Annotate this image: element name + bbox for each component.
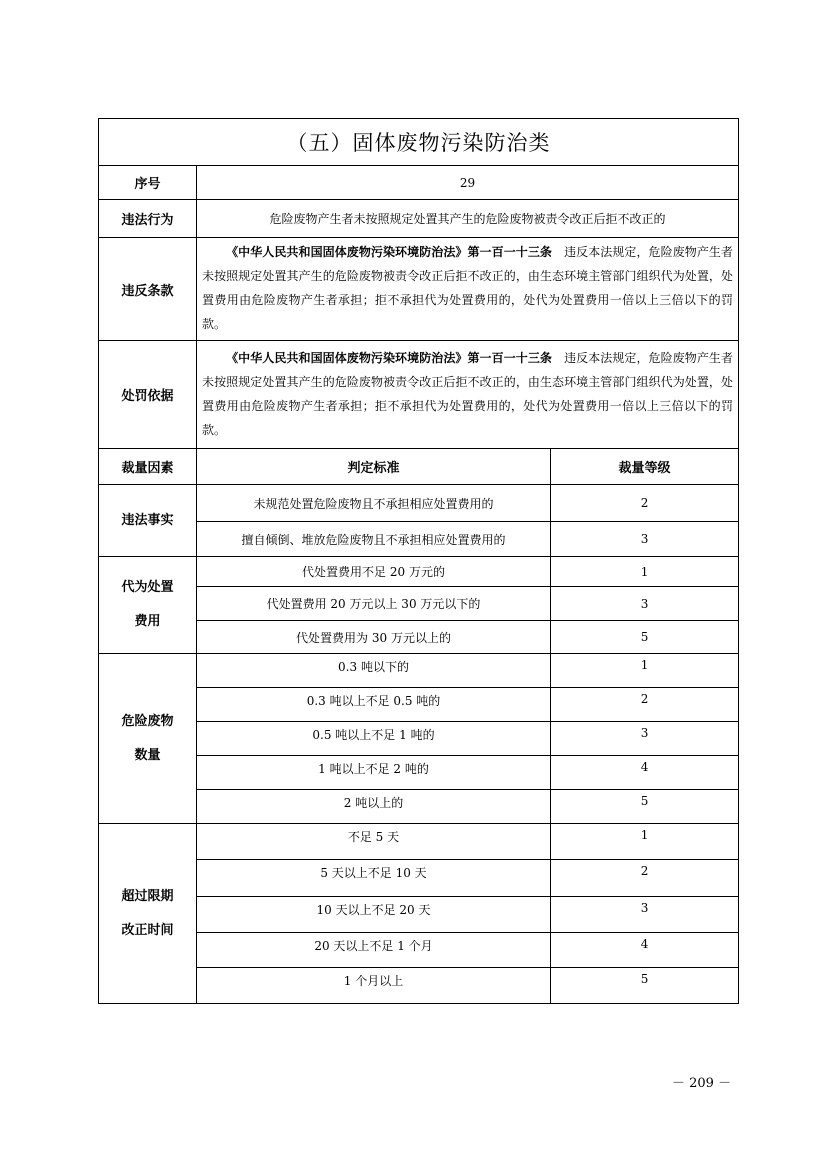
criterion-cell: 擅自倾倒、堆放危险废物且不承担相应处置费用的 — [197, 522, 551, 557]
penalty-basis-body: 违反本法规定，危险废物产生者未按照规定处置其产生的危险废物被责令改正后拒不改正的，由生态环境主管部门组织代为处置，处置费用由危险废物产生者承担；拒不承担代为处置费用的，处代为处置费用一倍以上三倍以下的罚款。 — [202, 350, 734, 437]
factor-name-line: 违法事实 — [121, 512, 174, 528]
level-cell: 1 — [551, 654, 739, 688]
level-cell: 3 — [551, 722, 739, 756]
factor-name — [99, 485, 197, 557]
factor-name-line: 代为处置 — [121, 580, 174, 595]
header-level: 裁量等级 — [551, 449, 739, 485]
criterion-cell: 0.3 吨以下的 — [197, 654, 551, 688]
level-cell: 3 — [551, 587, 739, 621]
criterion-cell: 2 吨以上的 — [197, 790, 551, 824]
level-cell: 2 — [551, 485, 739, 522]
violated-clause-label: 违反条款 — [99, 238, 197, 341]
factor-name-line: 改正时间 — [121, 922, 174, 938]
violation-value: 危险废物产生者未按照规定处置其产生的危险废物被责令改正后拒不改正的 — [197, 200, 739, 238]
criterion-cell: 1 吨以上不足 2 吨的 — [197, 756, 551, 790]
level-cell: 4 — [551, 933, 739, 968]
level-cell: 2 — [551, 688, 739, 722]
factor-name — [99, 824, 197, 1004]
level-cell: 3 — [551, 897, 739, 933]
violated-clause-law: 《中华人民共和国固体废物污染环境防治法》第一百一十三条 — [226, 245, 552, 259]
level-cell: 2 — [551, 860, 739, 897]
penalty-basis-label: 处罚依据 — [99, 341, 197, 449]
table-row — [99, 485, 739, 522]
factor-name — [99, 654, 197, 824]
criterion-cell: 10 天以上不足 20 天 — [197, 897, 551, 933]
criterion-cell: 20 天以上不足 1 个月 — [197, 933, 551, 968]
level-cell: 1 — [551, 824, 739, 860]
level-cell: 5 — [551, 621, 739, 654]
header-factor: 裁量因素 — [99, 449, 197, 485]
level-cell: 4 — [551, 756, 739, 790]
factor-name-line: 数量 — [134, 747, 161, 763]
serial-label: 序号 — [99, 166, 197, 200]
violated-clause-body: 违反本法规定，危险废物产生者未按照规定处置其产生的危险废物被责令改正后拒不改正的，由生态环境主管部门组织代为处置，处置费用由危险废物产生者承担；拒不承担代为处置费用的，处代为处置费用一倍以上三倍以下的罚款。 — [202, 245, 734, 331]
table-row — [99, 557, 739, 587]
violated-clause-text — [197, 238, 739, 341]
table-title: （五）固体废物污染防治类 — [99, 119, 739, 166]
discretion-table — [98, 118, 739, 1004]
level-cell: 3 — [551, 522, 739, 557]
level-cell: 1 — [551, 557, 739, 587]
factor-name-line: 危险废物 — [121, 713, 174, 729]
factor-name-line: 超过限期 — [121, 888, 174, 904]
factor-name-line: 费用 — [134, 614, 161, 629]
criterion-cell: 代处置费用不足 20 万元的 — [197, 557, 551, 587]
header-criterion: 判定标准 — [197, 449, 551, 485]
table-row — [99, 654, 739, 688]
penalty-basis-law: 《中华人民共和国固体废物污染环境防治法》第一百一十三条 — [226, 350, 552, 365]
serial-value: 29 — [197, 166, 739, 200]
criterion-cell: 未规范处置危险废物且不承担相应处置费用的 — [197, 485, 551, 522]
level-cell: 5 — [551, 790, 739, 824]
factor-name — [99, 557, 197, 654]
criterion-cell: 代处置费用为 30 万元以上的 — [197, 621, 551, 654]
criterion-cell: 不足 5 天 — [197, 824, 551, 860]
criterion-cell: 1 个月以上 — [197, 968, 551, 1004]
criterion-cell: 0.3 吨以上不足 0.5 吨的 — [197, 688, 551, 722]
criterion-cell: 0.5 吨以上不足 1 吨的 — [197, 722, 551, 756]
criterion-cell: 代处置费用 20 万元以上 30 万元以下的 — [197, 587, 551, 621]
level-cell: 5 — [551, 968, 739, 1004]
table-row — [99, 824, 739, 860]
page-number: － 209 － — [672, 1076, 732, 1091]
penalty-basis-text — [197, 341, 739, 449]
factor-rows — [99, 485, 739, 1004]
violation-label: 违法行为 — [99, 200, 197, 238]
criterion-cell: 5 天以上不足 10 天 — [197, 860, 551, 897]
